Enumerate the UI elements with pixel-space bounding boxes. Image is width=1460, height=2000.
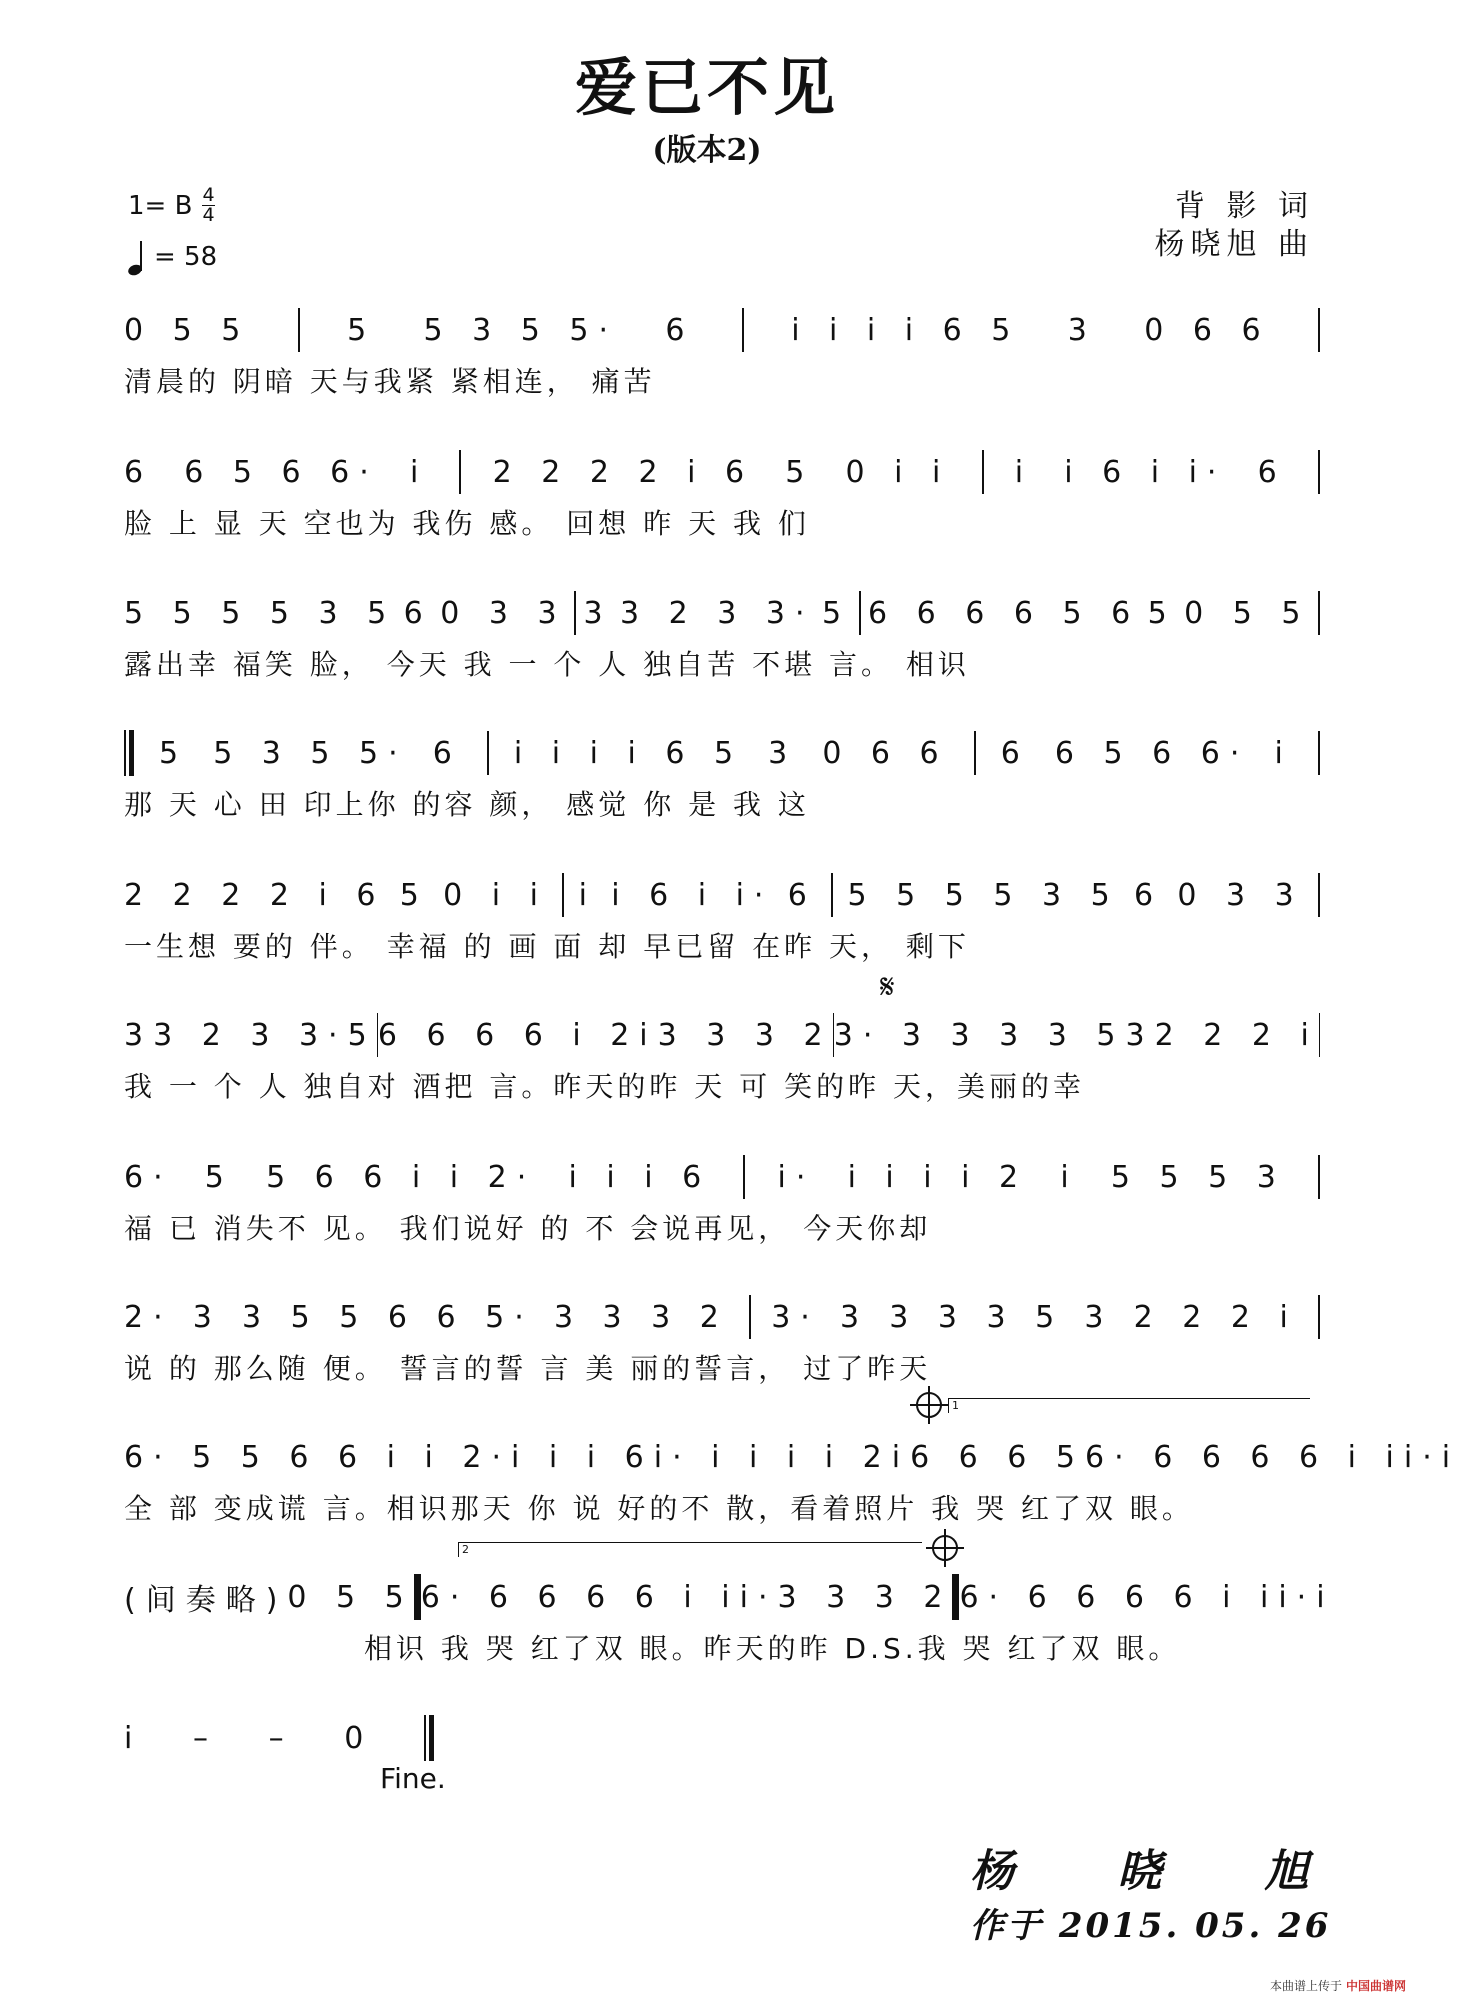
note-group: 3 3 3 2 bbox=[553, 1299, 729, 1335]
footer-credit bbox=[1270, 1977, 1406, 1994]
note-group: 6 bbox=[787, 877, 817, 913]
note-group: i· bbox=[1403, 1439, 1442, 1475]
composition-date: 作于 2015. 05. 26 bbox=[970, 1906, 1332, 1946]
site-logo: 中国曲谱网 bbox=[1345, 1979, 1406, 1993]
note-group: i bbox=[639, 1017, 658, 1053]
lyric-row: 我 一 个 人 独自对 酒把 言。昨天的昨 天 可 笑的昨 天，美丽的幸 bbox=[124, 1070, 1086, 1103]
note-group: 0 i i bbox=[845, 454, 951, 490]
note-group: 3 5 5 6 6 5· bbox=[242, 1299, 534, 1335]
note-group: 3 bbox=[1067, 312, 1097, 348]
note-group: 6· 6 6 6 6 i i bbox=[1085, 1439, 1404, 1475]
final-barline bbox=[424, 1715, 434, 1761]
note-group: i 6 i i· bbox=[1064, 454, 1227, 490]
note-group: 6 bbox=[403, 595, 433, 631]
note-group: i bbox=[1274, 735, 1293, 771]
segno-sign: 𝄋 bbox=[880, 967, 895, 1007]
note-group: i i i 6 bbox=[568, 1159, 712, 1195]
barline bbox=[1318, 1295, 1320, 1339]
barline bbox=[1318, 873, 1320, 917]
note-group: 0 i i bbox=[443, 877, 548, 913]
note-group: 3 bbox=[124, 1017, 154, 1053]
note-group: i i i i 6 5 bbox=[791, 312, 1021, 348]
note-group: 2 2 2 2 i 6 bbox=[492, 454, 755, 490]
key-label: 1= B bbox=[128, 190, 193, 221]
time-top: 4 bbox=[202, 184, 215, 206]
note-group: 0 bbox=[344, 1720, 374, 1756]
notation-row bbox=[124, 305, 1320, 355]
note-group: 5 3 5 5· bbox=[423, 312, 619, 348]
note-group: 3 bbox=[583, 595, 613, 631]
lyric-row: 清晨的 阴暗 天与我紧 紧相连， 痛苦 bbox=[124, 365, 656, 398]
notation-row bbox=[124, 1152, 1320, 1202]
double-barline bbox=[952, 1574, 959, 1620]
repeat-start-sign bbox=[124, 730, 134, 776]
composer: 杨晓旭 曲 bbox=[1154, 227, 1314, 262]
lyric-row: 那 天 心 田 印上你 的容 颜， 感觉 你 是 我 这 bbox=[124, 788, 810, 821]
barline bbox=[487, 731, 489, 775]
note-group: 5 bbox=[821, 595, 852, 631]
note-group: 2· bbox=[124, 1299, 173, 1335]
lyricist: 背 影 词 bbox=[1174, 189, 1314, 224]
note-group: 5 bbox=[347, 1017, 377, 1053]
note-group: i· bbox=[777, 1159, 816, 1195]
first-ending-bracket: 1 bbox=[948, 1398, 1310, 1413]
note-group: 3 3 3 2 bbox=[777, 1579, 953, 1615]
barline bbox=[974, 731, 976, 775]
barline bbox=[742, 308, 744, 352]
coda-sign bbox=[916, 1392, 942, 1418]
note-group: 0 6 6 bbox=[1144, 312, 1271, 348]
barline bbox=[298, 308, 300, 352]
note-group: 5 bbox=[1147, 595, 1177, 631]
note-group: i bbox=[124, 1720, 143, 1756]
notation-row bbox=[124, 870, 1320, 920]
note-group: 2 2 2 i bbox=[1133, 1299, 1298, 1335]
page-title: 爱已不见 bbox=[574, 51, 839, 124]
score-system-1 bbox=[124, 305, 1320, 405]
note-group: 6 6 6 5 bbox=[910, 1439, 1086, 1475]
note-group: i bbox=[1060, 1159, 1079, 1195]
note-group: 3 3 3 5 bbox=[889, 1299, 1065, 1335]
note-group: 6· 6 6 6 6 i i bbox=[959, 1579, 1279, 1615]
fine-marking: Fine. bbox=[380, 1762, 446, 1795]
note-group: 2 2 2 2 i 6 bbox=[124, 877, 386, 913]
note-group: 3 2 3 3· bbox=[153, 1017, 348, 1053]
barline bbox=[859, 591, 861, 635]
note-group: 6 6 6 6 i 2 bbox=[377, 1017, 640, 1053]
interlude-note: (间奏略) bbox=[124, 1583, 288, 1618]
note-group: 6 bbox=[1000, 735, 1030, 771]
score-system-4 bbox=[124, 728, 1320, 828]
note-group: 3 3 3 2 bbox=[657, 1017, 833, 1053]
note-group: 3 bbox=[1084, 1299, 1114, 1335]
barline bbox=[743, 1155, 745, 1199]
note-group: 5 3 5 5· bbox=[213, 735, 408, 771]
note-group: i i i i 6 5 bbox=[513, 735, 744, 771]
barline bbox=[562, 873, 564, 917]
repeat-end-sign bbox=[414, 1574, 421, 1620]
barline bbox=[459, 450, 461, 494]
barline bbox=[749, 1295, 751, 1339]
note-group: i bbox=[409, 454, 429, 490]
note-group: i bbox=[891, 1439, 911, 1475]
barline bbox=[1318, 731, 1320, 775]
note-group: 5 6 6 i i 2· bbox=[266, 1159, 537, 1195]
note-group: i bbox=[578, 877, 597, 913]
score-system-6 bbox=[124, 1010, 1320, 1110]
barline bbox=[574, 591, 576, 635]
notation-row bbox=[124, 1432, 1460, 1482]
barline bbox=[982, 450, 984, 494]
notation-row bbox=[124, 447, 1320, 497]
note-group: 3 bbox=[192, 1299, 222, 1335]
note-group: 5 bbox=[399, 877, 429, 913]
note-group: 0 3 3 bbox=[440, 595, 567, 631]
time-signature bbox=[202, 186, 214, 225]
note-group: 5 5 5 3 bbox=[1110, 1159, 1286, 1195]
tempo-marking bbox=[128, 239, 217, 275]
note-group: 3· 3 3 3 3 5 bbox=[833, 1017, 1126, 1053]
note-group: 0 5 5 bbox=[124, 312, 251, 348]
note-group: – bbox=[268, 1720, 294, 1756]
lyric-row: 说 的 那么随 便。 誓言的誓 言 美 丽的誓言， 过了昨天 bbox=[124, 1352, 932, 1385]
barline bbox=[1318, 1155, 1320, 1199]
score-meta-left bbox=[128, 186, 217, 275]
lyric-row: 福 已 消失不 见。 我们说好 的 不 会说再见， 今天你却 bbox=[124, 1212, 932, 1245]
barline bbox=[831, 873, 833, 917]
note-group: 6 bbox=[432, 735, 462, 771]
note-group: 5 bbox=[785, 454, 815, 490]
note-group: i i i i 2 bbox=[847, 1159, 1029, 1195]
lyric-row: 一生想 要的 伴。 幸福 的 画 面 却 早已留 在昨 天， 剩下 bbox=[124, 930, 970, 963]
note-group: 5 bbox=[204, 1159, 234, 1195]
score-system-7 bbox=[124, 1152, 1320, 1252]
barline bbox=[1318, 591, 1320, 635]
notation-row bbox=[124, 1572, 1335, 1622]
note-group: i 6 i i· bbox=[611, 877, 774, 913]
score-system-8 bbox=[124, 1292, 1320, 1392]
note-group: 6 bbox=[124, 454, 154, 490]
note-group: i i i 6 bbox=[511, 1439, 654, 1475]
note-group: 3 2 3 3· bbox=[620, 595, 815, 631]
barline bbox=[1319, 1013, 1320, 1057]
quarter-note-icon bbox=[128, 239, 144, 275]
footer-text: 本曲谱上传于 bbox=[1269, 1979, 1342, 1993]
notation-row bbox=[124, 728, 1320, 778]
note-group: i bbox=[1014, 454, 1034, 490]
second-ending-bracket: 2 bbox=[458, 1542, 922, 1557]
lyric-row: 相识 我 哭 红了双 眼。昨天的昨 D.S.我 哭 红了双 眼。 bbox=[364, 1632, 1181, 1665]
lyric-row: 全 部 变成谎 言。相识那天 你 说 好的不 散，看着照片 我 哭 红了双 眼。 bbox=[124, 1492, 1194, 1525]
page-subtitle: (版本2) bbox=[652, 133, 762, 168]
score-system-9 bbox=[124, 1432, 1460, 1532]
note-group: 6 bbox=[1133, 877, 1164, 913]
note-group: 6 bbox=[665, 312, 695, 348]
notation-row bbox=[124, 588, 1320, 638]
score-meta-right bbox=[1154, 188, 1314, 264]
lyric-row: 脸 上 显 天 空也为 我伤 感。 回想 昨 天 我 们 bbox=[124, 507, 810, 540]
note-group: 6· 6 6 6 6 i i bbox=[420, 1579, 740, 1615]
barline bbox=[1318, 450, 1320, 494]
score-system-3 bbox=[124, 588, 1320, 688]
note-group: 6 5 6 6· bbox=[184, 454, 379, 490]
note-group: 6 5 6 6· bbox=[1054, 735, 1250, 771]
note-group: i· bbox=[739, 1579, 778, 1615]
note-group: 5 bbox=[347, 312, 377, 348]
note-group: i· bbox=[1278, 1579, 1317, 1615]
note-group: i· i i i i 2 bbox=[653, 1439, 892, 1475]
note-group: 3 bbox=[840, 1299, 870, 1335]
note-group: 3· bbox=[771, 1299, 820, 1335]
note-group: 2 2 2 i bbox=[1154, 1017, 1319, 1053]
note-group: 6· bbox=[124, 1159, 173, 1195]
note-group: 5 5 5 5 3 5 bbox=[847, 877, 1120, 913]
tempo-value: = 58 bbox=[154, 242, 218, 272]
score-system-11 bbox=[124, 1713, 434, 1763]
coda-sign bbox=[932, 1535, 958, 1561]
note-group: – bbox=[192, 1720, 218, 1756]
note-group: 3 bbox=[768, 735, 798, 771]
barline bbox=[1318, 308, 1320, 352]
note-group: 0 5 5 bbox=[287, 1579, 414, 1615]
note-group: 0 5 5 bbox=[1184, 595, 1311, 631]
score-system-5 bbox=[124, 870, 1320, 970]
note-group: 5 bbox=[159, 735, 189, 771]
note-group: i bbox=[1441, 1439, 1460, 1475]
note-group: 6· 5 5 6 6 i i 2· bbox=[124, 1439, 512, 1475]
notation-row bbox=[124, 1713, 434, 1763]
note-group: 6 bbox=[1257, 454, 1287, 490]
note-group: i bbox=[1316, 1579, 1335, 1615]
notation-row bbox=[124, 1010, 1320, 1060]
lyric-row: 露出幸 福笑 脸， 今天 我 一 个 人 独自苦 不堪 言。 相识 bbox=[124, 648, 970, 681]
score-system-10 bbox=[124, 1572, 1335, 1672]
note-group: 3 bbox=[1125, 1017, 1155, 1053]
notation-row bbox=[124, 1292, 1320, 1342]
time-bottom: 4 bbox=[202, 204, 215, 226]
note-group: 6 6 6 6 5 6 bbox=[867, 595, 1141, 631]
score-system-2 bbox=[124, 447, 1320, 547]
composer-signature: 杨 晓 旭 bbox=[970, 1846, 1353, 1897]
note-group: 0 6 6 bbox=[822, 735, 949, 771]
note-group: 5 5 5 5 3 5 bbox=[124, 595, 397, 631]
note-group: 0 3 3 bbox=[1177, 877, 1304, 913]
key-signature bbox=[128, 186, 217, 225]
